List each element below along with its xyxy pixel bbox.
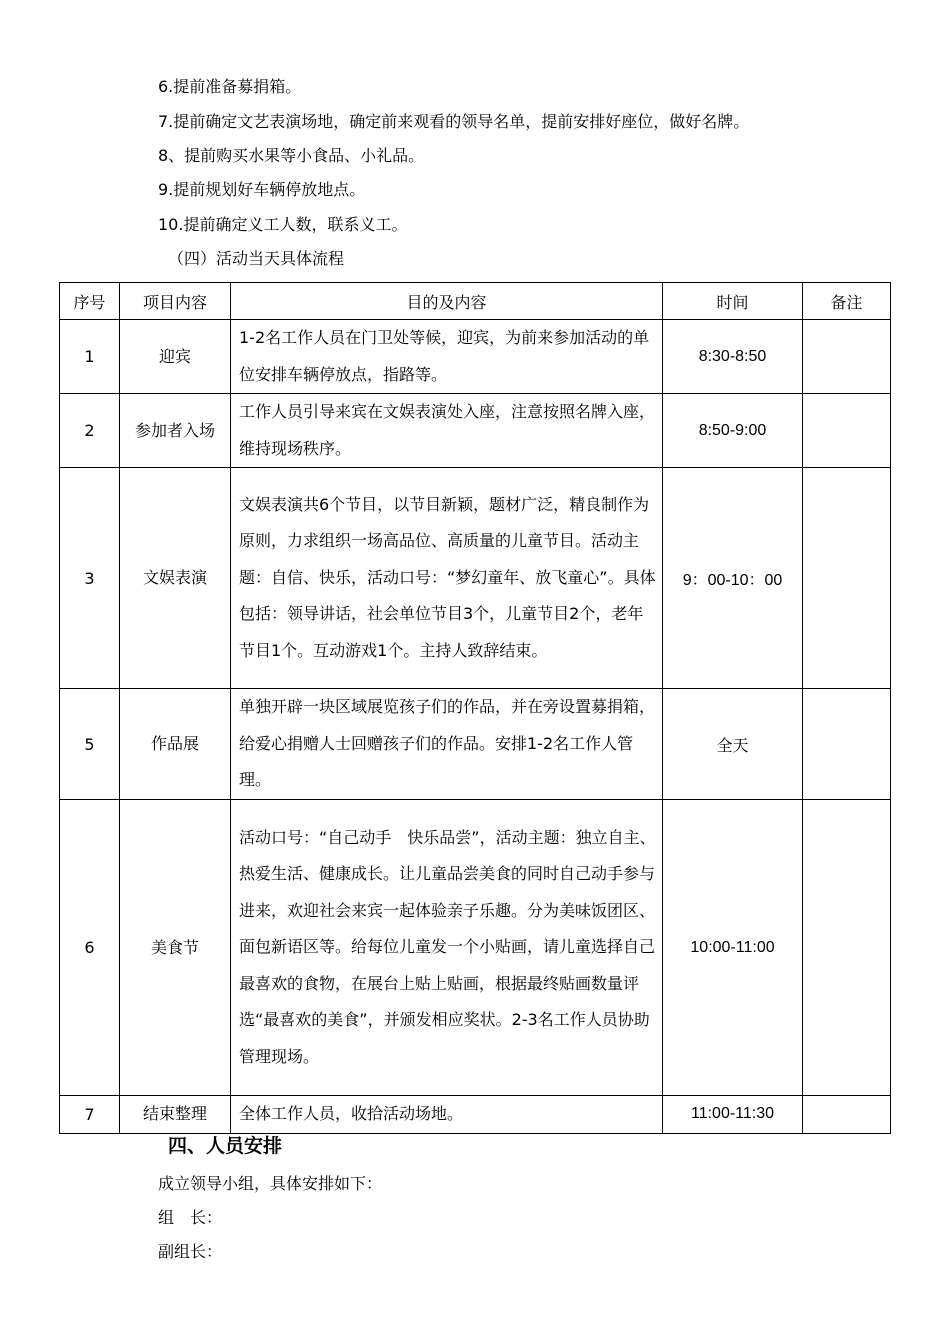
table-row <box>60 689 891 800</box>
row-idx: 3 <box>60 468 120 689</box>
row-time: 8:30-8:50 <box>663 320 803 394</box>
row-idx: 7 <box>60 1096 120 1134</box>
row-note <box>803 320 891 394</box>
row-idx: 1 <box>60 320 120 394</box>
row-note <box>803 394 891 468</box>
row-item: 文娱表演 <box>120 468 231 689</box>
flow-table <box>59 282 891 1134</box>
table-row <box>60 394 891 468</box>
header-note: 备注 <box>803 283 891 320</box>
row-detail: 1-2名工作人员在门卫处等候，迎宾，为前来参加活动的单位安排车辆停放点，指路等。 <box>231 320 663 394</box>
header-item: 项目内容 <box>120 283 231 320</box>
prep-item: 9.提前规划好车辆停放地点。 <box>158 180 366 199</box>
row-note <box>803 468 891 689</box>
table-row <box>60 320 891 394</box>
row-idx: 2 <box>60 394 120 468</box>
leader-label: 组 长： <box>158 1208 223 1227</box>
row-time: 全天 <box>663 689 803 800</box>
row-note <box>803 689 891 800</box>
row-item: 迎宾 <box>120 320 231 394</box>
heading-staff: 四、人员安排 <box>168 1135 283 1157</box>
row-detail: 活动口号：“自己动手 快乐品尝”，活动主题：独立自主、热爱生活、健康成长。让儿童品尝美食的同时自己动手参与进来，欢迎社会来宾一起体验亲子乐趣。分为美味饭团区、面包新语区等。给每位儿童发一个小贴画，请儿童选择自己最喜欢的食物，在展台上贴上贴画，根据最终贴画数量评选“最喜欢的美食”，并颁发相应奖状。2-3名工作人员协助管理现场。 <box>231 800 663 1096</box>
row-item: 参加者入场 <box>120 394 231 468</box>
row-item: 结束整理 <box>120 1096 231 1134</box>
row-item: 作品展 <box>120 689 231 800</box>
row-detail: 全体工作人员，收拾活动场地。 <box>231 1096 663 1134</box>
row-detail: 单独开辟一块区域展览孩子们的作品，并在旁设置募捐箱，给爱心捐赠人士回赠孩子们的作品。安排1-2名工作人管理。 <box>231 689 663 800</box>
row-idx: 5 <box>60 689 120 800</box>
header-idx: 序号 <box>60 283 120 320</box>
staff-intro: 成立领导小组，具体安排如下： <box>158 1174 383 1193</box>
row-time: 8:50-9:00 <box>663 394 803 468</box>
vice-leader-label: 副组长： <box>158 1242 223 1261</box>
prep-item: 8、提前购买水果等小食品、小礼品。 <box>158 146 425 165</box>
row-time: 10:00-11:00 <box>663 800 803 1096</box>
section-title: （四）活动当天具体流程 <box>168 249 345 268</box>
row-note <box>803 1096 891 1134</box>
table-row <box>60 1096 891 1134</box>
row-detail: 文娱表演共6个节目，以节目新颖，题材广泛，精良制作为原则，力求组织一场高品位、高质量的儿童节目。活动主题：自信、快乐，活动口号：“梦幻童年、放飞童心”。具体包括：领导讲话，社会单位节目3个，儿童节目2个，老年节目1个。互动游戏1个。主持人致辞结束。 <box>231 468 663 689</box>
row-idx: 6 <box>60 800 120 1096</box>
table-row <box>60 800 891 1096</box>
prep-item: 10.提前确定义工人数，联系义工。 <box>158 215 408 234</box>
table-header-row <box>60 283 891 320</box>
row-item: 美食节 <box>120 800 231 1096</box>
row-detail: 工作人员引导来宾在文娱表演处入座，注意按照名牌入座，维持现场秩序。 <box>231 394 663 468</box>
table-row <box>60 468 891 689</box>
row-note <box>803 800 891 1096</box>
header-time: 时间 <box>663 283 803 320</box>
row-time: 11:00-11:30 <box>663 1096 803 1134</box>
row-time: 9：00-10：00 <box>663 468 803 689</box>
header-detail: 目的及内容 <box>231 283 663 320</box>
prep-item: 7.提前确定文艺表演场地，确定前来观看的领导名单，提前安排好座位，做好名牌。 <box>158 112 750 131</box>
prep-item: 6.提前准备募捐箱。 <box>158 77 302 96</box>
